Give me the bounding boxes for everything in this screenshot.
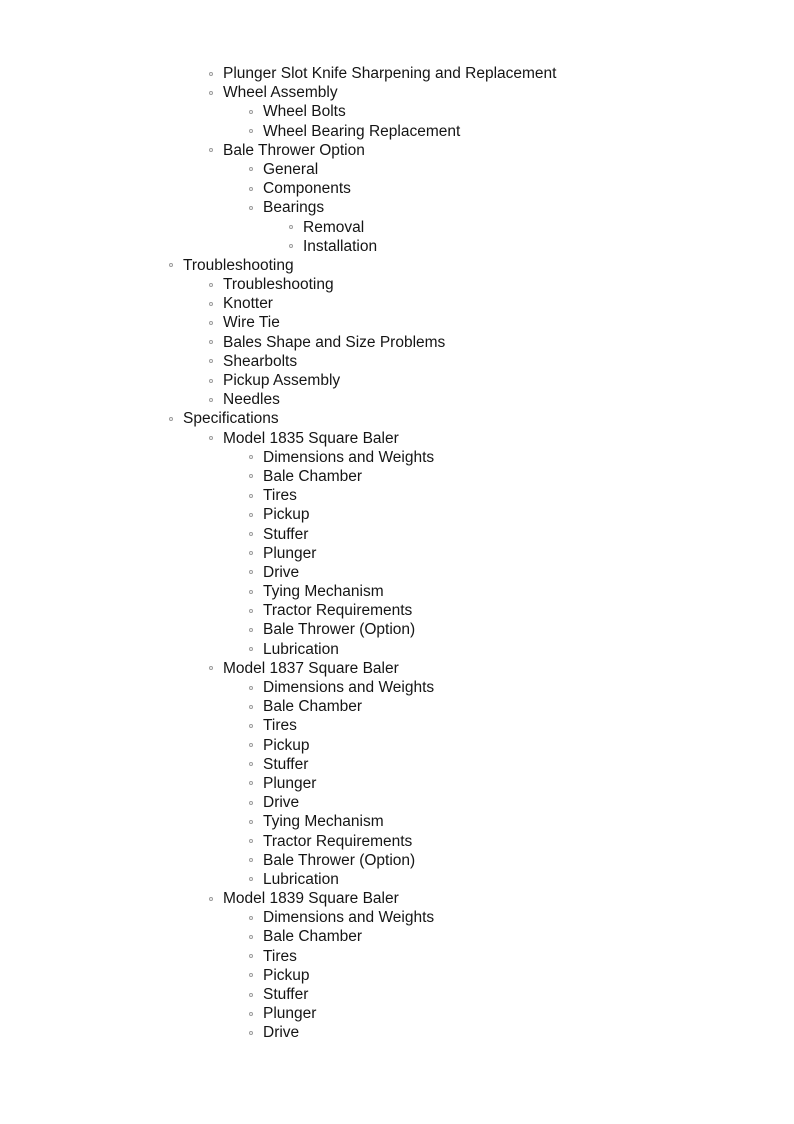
toc-item-label: Lubrication <box>263 640 339 658</box>
toc-item[interactable] <box>0 755 794 774</box>
toc-item[interactable] <box>0 966 794 985</box>
toc-item-label: General <box>263 160 319 178</box>
circle-bullet-icon <box>249 954 253 958</box>
toc-item-label: Wire Tie <box>223 314 280 332</box>
toc-item[interactable] <box>0 352 794 371</box>
circle-bullet-icon <box>209 379 213 383</box>
circle-bullet-icon <box>249 916 253 920</box>
toc-item-label: Stuffer <box>263 986 309 1003</box>
toc-item-label: Pickup Assembly <box>223 372 341 389</box>
toc-item-label: Shearbolts <box>223 352 298 370</box>
toc-item[interactable] <box>0 793 794 812</box>
toc-item[interactable] <box>0 544 794 563</box>
toc-item[interactable] <box>0 582 794 601</box>
toc-item-label: Bale Thrower (Option) <box>263 621 416 639</box>
circle-bullet-icon <box>249 455 253 459</box>
circle-bullet-icon <box>249 628 253 632</box>
circle-bullet-icon <box>209 398 213 402</box>
circle-bullet-icon <box>209 72 213 76</box>
circle-bullet-icon <box>249 839 253 843</box>
circle-bullet-icon <box>249 743 253 747</box>
toc-item-label: Bale Chamber <box>263 698 363 716</box>
circle-bullet-icon <box>289 244 293 248</box>
toc-item-label: Plunger <box>263 1005 317 1023</box>
toc-item[interactable] <box>0 659 794 678</box>
toc-item[interactable] <box>0 333 794 352</box>
toc-item-label: Model 1839 Square Baler <box>223 890 399 908</box>
toc-item[interactable] <box>0 64 794 83</box>
toc-item[interactable] <box>0 832 794 851</box>
circle-bullet-icon <box>209 359 213 363</box>
circle-bullet-icon <box>169 417 173 421</box>
toc-item-label: Troubleshooting <box>183 256 294 274</box>
circle-bullet-icon <box>249 973 253 977</box>
toc-item-label: Tires <box>263 487 297 505</box>
circle-bullet-icon <box>249 167 253 171</box>
toc-item-label: Plunger <box>263 544 317 562</box>
toc-item-label: Pickup <box>263 966 310 984</box>
circle-bullet-icon <box>249 513 253 517</box>
circle-bullet-icon <box>249 590 253 594</box>
toc-item[interactable] <box>0 467 794 486</box>
toc-item-label: Installation <box>303 237 378 255</box>
toc-item[interactable] <box>0 601 794 620</box>
circle-bullet-icon <box>249 820 253 824</box>
toc-item[interactable] <box>0 102 794 121</box>
toc-item-label: Model 1835 Square Baler <box>223 429 399 447</box>
toc-item-label: Tractor Requirements <box>263 602 413 620</box>
toc-item[interactable] <box>0 640 794 659</box>
toc-item-label: Tires <box>263 717 297 735</box>
circle-bullet-icon <box>169 263 173 267</box>
toc-item-label: Removal <box>303 218 365 236</box>
circle-bullet-icon <box>249 532 253 536</box>
toc-item[interactable] <box>0 237 794 256</box>
toc-item-label: Plunger Slot Knife Sharpening and Replacement <box>223 65 557 82</box>
toc-item-label: Knotter <box>223 295 273 313</box>
toc-item[interactable] <box>0 486 794 505</box>
toc-item[interactable] <box>0 870 794 889</box>
toc-item[interactable] <box>0 448 794 467</box>
toc-item[interactable] <box>0 1004 794 1023</box>
circle-bullet-icon <box>209 91 213 95</box>
toc-item[interactable] <box>0 179 794 198</box>
circle-bullet-icon <box>249 877 253 881</box>
toc-item[interactable] <box>0 409 794 428</box>
circle-bullet-icon <box>249 647 253 651</box>
toc-item[interactable] <box>0 371 794 390</box>
circle-bullet-icon <box>249 686 253 690</box>
toc-item[interactable] <box>0 678 794 697</box>
circle-bullet-icon <box>249 187 253 191</box>
circle-bullet-icon <box>209 302 213 306</box>
toc-item-label: Lubrication <box>263 870 339 888</box>
toc-item-label: Wheel Bolts <box>263 103 346 121</box>
toc-item[interactable] <box>0 294 794 313</box>
toc-item[interactable] <box>0 275 794 294</box>
circle-bullet-icon <box>209 283 213 287</box>
toc-item-label: Components <box>263 180 351 198</box>
circle-bullet-icon <box>249 762 253 766</box>
toc-item[interactable] <box>0 947 794 966</box>
toc-item-label: Pickup <box>263 736 310 754</box>
circle-bullet-icon <box>249 1012 253 1016</box>
toc-item-label: Bale Chamber <box>263 467 363 485</box>
circle-bullet-icon <box>249 724 253 728</box>
toc-item[interactable] <box>0 122 794 141</box>
toc-item[interactable] <box>0 218 794 237</box>
toc-item[interactable] <box>0 716 794 735</box>
circle-bullet-icon <box>249 993 253 997</box>
toc-item-label: Wheel Assembly <box>223 84 338 102</box>
toc-item[interactable] <box>0 141 794 160</box>
toc-item[interactable] <box>0 851 794 870</box>
toc-item[interactable] <box>0 927 794 946</box>
toc-item[interactable] <box>0 525 794 544</box>
toc-item[interactable] <box>0 889 794 908</box>
toc-item[interactable] <box>0 1023 794 1042</box>
toc-item[interactable] <box>0 160 794 179</box>
circle-bullet-icon <box>209 666 213 670</box>
toc-item-label: Wheel Bearing Replacement <box>263 122 461 140</box>
circle-bullet-icon <box>209 321 213 325</box>
circle-bullet-icon <box>249 110 253 114</box>
toc-item-label: Dimensions and Weights <box>263 909 435 927</box>
toc-item-label: Bale Thrower (Option) <box>263 851 416 869</box>
circle-bullet-icon <box>289 225 293 229</box>
circle-bullet-icon <box>209 340 213 344</box>
circle-bullet-icon <box>249 474 253 478</box>
circle-bullet-icon <box>249 781 253 785</box>
toc-item-label: Tires <box>263 947 297 965</box>
toc-item[interactable] <box>0 563 794 582</box>
toc-item-label: Tying Mechanism <box>263 583 384 601</box>
toc-item-label: Drive <box>263 1024 300 1042</box>
circle-bullet-icon <box>249 129 253 133</box>
circle-bullet-icon <box>249 858 253 862</box>
toc-item-label: Stuffer <box>263 525 309 543</box>
toc-item-label: Plunger <box>263 774 317 792</box>
toc-item[interactable] <box>0 313 794 332</box>
circle-bullet-icon <box>249 1031 253 1035</box>
toc-item[interactable] <box>0 256 794 275</box>
circle-bullet-icon <box>249 609 253 613</box>
toc-item[interactable] <box>0 620 794 639</box>
toc-item-label: Bales Shape and Size Problems <box>223 333 446 351</box>
toc-item[interactable] <box>0 390 794 409</box>
toc-item[interactable] <box>0 429 794 448</box>
toc-item-label: Dimensions and Weights <box>263 679 435 696</box>
toc-item[interactable] <box>0 908 794 927</box>
toc-item-label: Model 1837 Square Baler <box>223 659 399 677</box>
table-of-contents <box>0 64 794 1043</box>
toc-item[interactable] <box>0 505 794 524</box>
toc-item[interactable] <box>0 774 794 793</box>
toc-item-label: Drive <box>263 794 300 812</box>
toc-item-label: Troubleshooting <box>223 276 334 294</box>
toc-item-label: Bale Chamber <box>263 928 363 946</box>
circle-bullet-icon <box>249 551 253 555</box>
toc-item-label: Tying Mechanism <box>263 813 384 831</box>
toc-item-label: Bale Thrower Option <box>223 141 365 159</box>
toc-item-label: Drive <box>263 563 300 581</box>
toc-item-label: Dimensions and Weights <box>263 448 435 466</box>
circle-bullet-icon <box>249 801 253 805</box>
toc-item[interactable] <box>0 736 794 755</box>
toc-item-label: Tractor Requirements <box>263 832 413 850</box>
circle-bullet-icon <box>249 494 253 498</box>
toc-item[interactable] <box>0 198 794 217</box>
toc-item-label: Specifications <box>183 410 279 428</box>
toc-item-label: Pickup <box>263 506 310 524</box>
toc-item-label: Bearings <box>263 199 325 217</box>
circle-bullet-icon <box>209 897 213 901</box>
toc-item[interactable] <box>0 697 794 716</box>
circle-bullet-icon <box>249 935 253 939</box>
circle-bullet-icon <box>249 570 253 574</box>
toc-item[interactable] <box>0 812 794 831</box>
circle-bullet-icon <box>249 705 253 709</box>
circle-bullet-icon <box>209 436 213 440</box>
toc-item[interactable] <box>0 83 794 102</box>
toc-item-label: Needles <box>223 391 280 409</box>
circle-bullet-icon <box>209 148 213 152</box>
toc-item-label: Stuffer <box>263 755 309 773</box>
toc-item[interactable] <box>0 985 794 1004</box>
circle-bullet-icon <box>249 206 253 210</box>
